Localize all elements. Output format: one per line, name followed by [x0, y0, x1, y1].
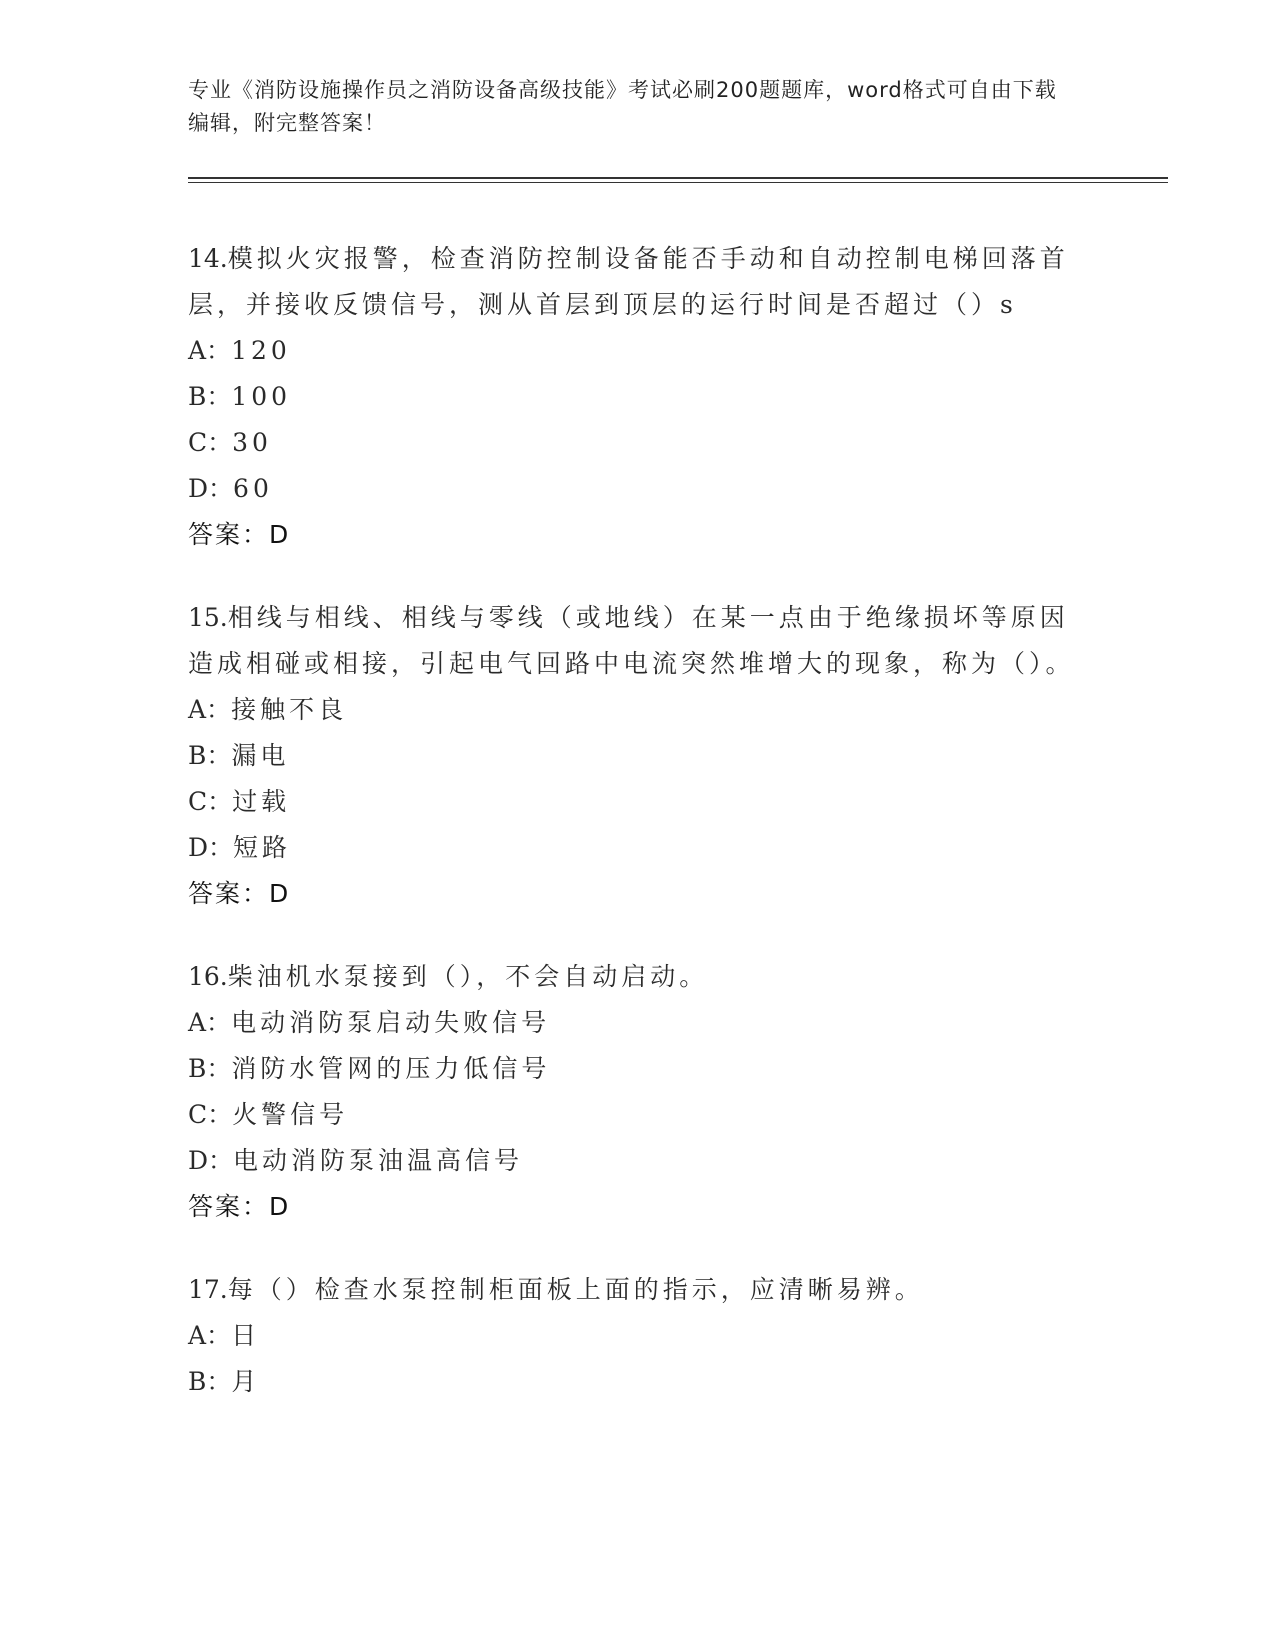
question-body: 模拟火灾报警，检查消防控制设备能否手动和自动控制电梯回落首层，并接收反馈信号，测从首层到顶层的运行时间是否超过（）s	[188, 244, 1069, 319]
option-c: C：30	[188, 428, 272, 457]
question-number: 16.	[188, 962, 228, 991]
question-list	[188, 236, 1088, 1442]
question-number: 14.	[188, 244, 228, 273]
header-divider-thick	[188, 177, 1168, 179]
question-text	[188, 236, 1088, 328]
option-d: D：60	[188, 474, 273, 503]
question-14	[188, 236, 1088, 558]
answer-line: 答案：D	[188, 879, 291, 908]
question-text	[188, 954, 1088, 1000]
answer-line: 答案：D	[188, 520, 291, 549]
option-a: A：电动消防泵启动失败信号	[188, 1008, 551, 1037]
option-d: D：电动消防泵油温高信号	[188, 1146, 524, 1175]
question-16	[188, 954, 1088, 1230]
option-c: C：过载	[188, 787, 291, 816]
option-b: B：月	[188, 1367, 261, 1396]
option-b: B：100	[188, 382, 292, 411]
document-header: 专业《消防设施操作员之消防设备高级技能》考试必刷200题题库，word格式可自由下载编辑，附完整答案！	[188, 78, 1057, 135]
option-c: C：火警信号	[188, 1100, 349, 1129]
option-d: D：短路	[188, 833, 292, 862]
question-body: 相线与相线、相线与零线（或地线）在某一点由于绝缘损坏等原因造成相碰或相接，引起电气回路中电流突然堆增大的现象，称为（）。	[188, 603, 1075, 678]
question-body: 柴油机水泵接到（），不会自动启动。	[227, 962, 709, 991]
header-divider-thin	[188, 182, 1168, 183]
question-text	[188, 595, 1088, 687]
option-b: B：消防水管网的压力低信号	[188, 1054, 551, 1083]
option-b: B：漏电	[188, 741, 290, 770]
question-number: 17.	[188, 1275, 228, 1304]
question-number: 15.	[188, 603, 228, 632]
question-15	[188, 595, 1088, 917]
question-body: 每（）检查水泵控制柜面板上面的指示，应清晰易辨。	[227, 1275, 924, 1304]
option-a: A：日	[188, 1321, 261, 1350]
question-text	[188, 1267, 1088, 1313]
answer-line: 答案：D	[188, 1192, 291, 1221]
option-a: A：接触不良	[188, 695, 348, 724]
option-a: A：120	[188, 336, 291, 365]
question-17	[188, 1267, 1088, 1405]
